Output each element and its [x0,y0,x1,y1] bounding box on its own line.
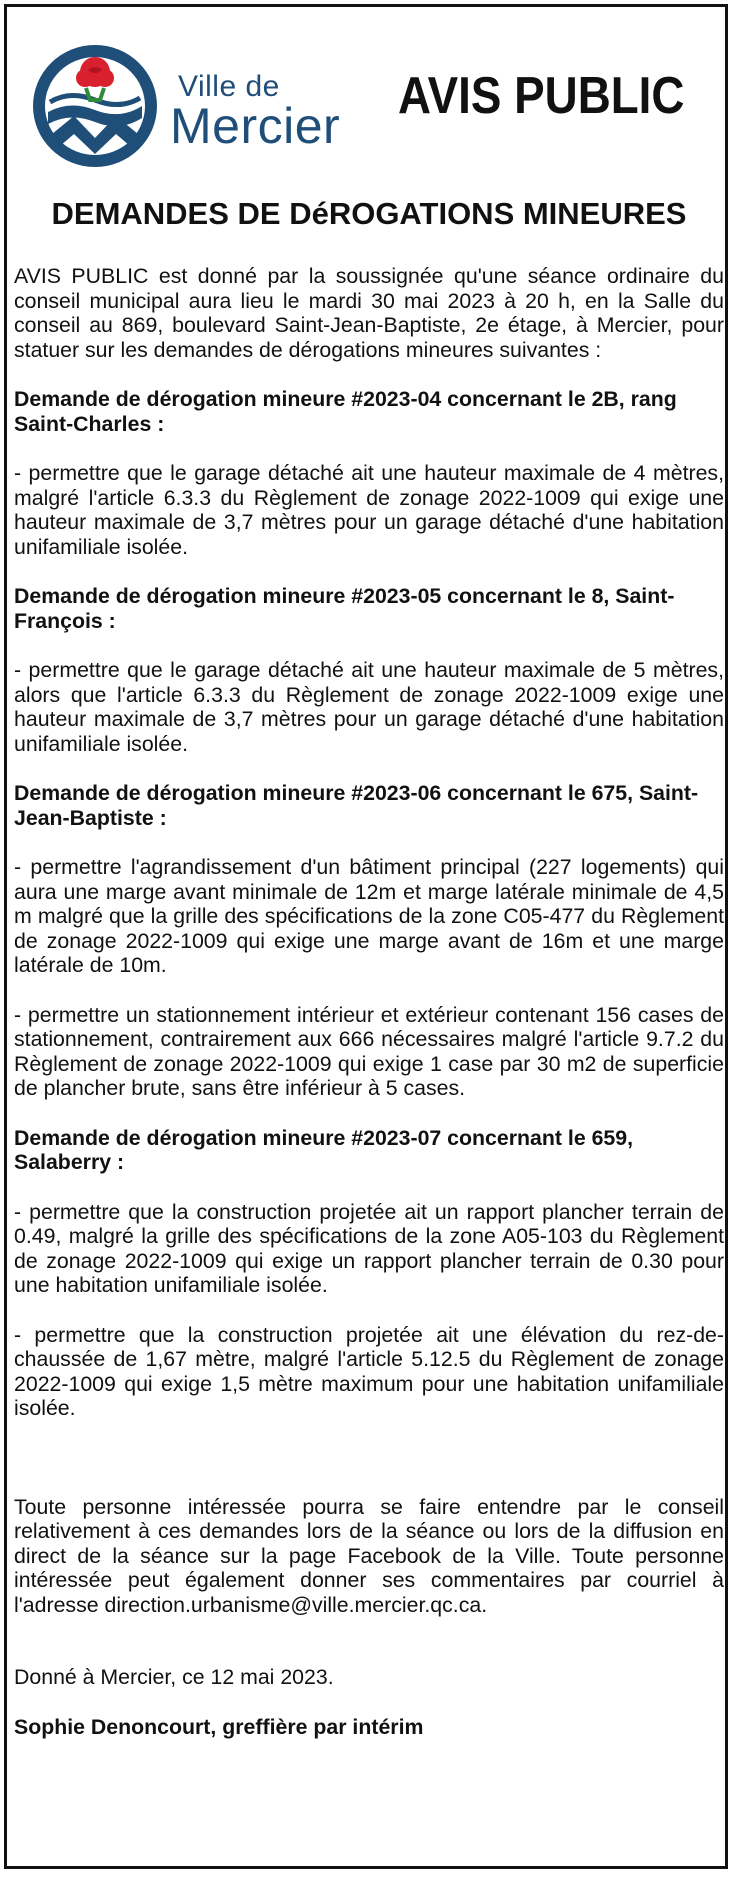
closing-paragraph: Toute personne intéressée pourra se faire entendre par le conseil relativement à ces demandes lors de la séance ou lors de la diffusion en direct de la séance sur la page Facebook de la Ville. Toute personne intéressée peut également donner ses commentaires par courriel à l'adresse direction.urbanisme@ville.mercier.qc.ca. [14,1494,724,1617]
mercier-logo [30,42,160,170]
derogation-2023-06-text-1: - permettre l'agrandissement d'un bâtiment principal (227 logements) qui aura une marge avant minimale de 12m et marge latérale minimale de 4,5 m malgré que la grille des spécifications de la zone C05-477 du Règlement de zonage 2022-1009 qui exige une marge avant de 16m et une marge latérale de 10m. [14,855,724,977]
derogation-2023-04-heading: Demande de dérogation mineure #2023-04 concernant le 2B, rang Saint-Charles : [14,387,677,436]
avis-public-heading: AVIS PUBLIC [398,67,685,125]
derogation-2023-07-text-1: - permettre que la construction projetée ait un rapport plancher terrain de 0.49, malgré la grille des spécifications de la zone A05-103 du Règlement de zonage 2022-1009 qui exige un rapport plancher terrain de 0.30 pour une habitation unifamiliale isolée. [14,1199,724,1297]
derogation-2023-06-text-2: - permettre un stationnement intérieur et extérieur contenant 156 cases de stationnement, contrairement aux 666 nécessaires malgré l'article 9.7.2 du Règlement de zonage 2022-1009 qui exige 1 case par 30 m2 de superficie de plancher brute, sans être inférieur à 5 cases. [14,1002,724,1100]
signature: Sophie Denoncourt, greffière par intérim [14,1714,424,1739]
logo-text-ville: Ville de [178,70,280,103]
derogation-2023-05-text: - permettre que le garage détaché ait une hauteur maximale de 5 mètres, alors que l'article 6.3.3 du Règlement de zonage 2022-1009 exige une hauteur maximale de 3,7 mètres pour un garage détaché d'une habitation unifamiliale isolée. [14,658,724,756]
intro-paragraph: AVIS PUBLIC est donné par la soussignée qu'une séance ordinaire du conseil municipal aura lieu le mardi 30 mai 2023 à 20 h, en la Salle du conseil au 869, boulevard Saint-Jean-Baptiste, 2e étage, à Mercier, pour statuer sur les demandes de dérogations mineures suivantes : [14,264,724,362]
derogation-2023-07-heading: Demande de dérogation mineure #2023-07 concernant le 659, Salaberry : [14,1125,634,1174]
notice-body [14,264,724,1739]
page-title: DEMANDES DE DéROGATIONS MINEURES [51,196,687,231]
derogation-2023-05-heading: Demande de dérogation mineure #2023-05 concernant le 8, Saint-François : [14,584,675,633]
date-line: Donné à Mercier, ce 12 mai 2023. [14,1665,334,1689]
logo-text-mercier: Mercier [170,98,341,154]
derogation-2023-04-text: - permettre que le garage détaché ait une hauteur maximale de 4 mètres, malgré l'article 6.3.3 du Règlement de zonage 2022-1009 qui exige une hauteur maximale de 3,7 mètres pour un garage détaché d'une habitation unifamiliale isolée. [14,461,724,559]
derogation-2023-07-text-2: - permettre que la construction projetée ait une élévation du rez-de-chaussée de 1,67 mètre, malgré l'article 5.12.5 du Règlement de zonage 2022-1009 qui exige 1,5 mètre maximum pour une habitation unifamiliale isolée. [14,1322,724,1420]
derogation-2023-06-heading: Demande de dérogation mineure #2023-06 concernant le 675, Saint-Jean-Baptiste : [14,781,699,830]
